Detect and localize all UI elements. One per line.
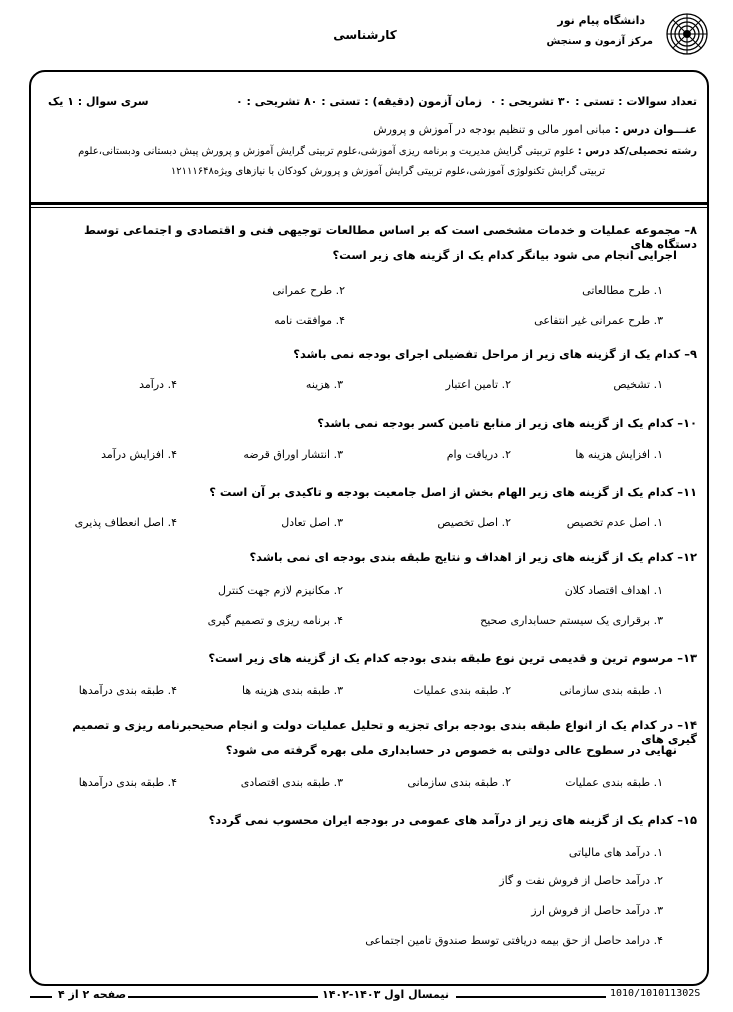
option[interactable]: ۳. طبقه بندی اقتصادی: [240, 776, 343, 789]
option[interactable]: ۱. اصل عدم تخصیص: [566, 516, 663, 529]
question-text: کدام یک از گزینه های زیر از درآمد های عمومی در بودجه ایران محسوب نمی گردد؟: [208, 813, 674, 827]
option[interactable]: ۴. طبقه بندی درآمدها: [78, 684, 177, 697]
option[interactable]: ۲. طبقه بندی سازمانی: [407, 776, 511, 789]
question-13: [47, 651, 697, 665]
option[interactable]: ۴. برنامه ریزی و تصمیم گیری: [207, 614, 343, 627]
university-logo-icon: [665, 12, 709, 56]
question-text: مجموعه عملیات و خدمات مشخصی است که بر اساس مطالعات توجیهی فنی و اقتصادی و اجتماعی توسط دستگاه های: [83, 223, 697, 251]
option[interactable]: ۱. اهداف اقتصاد کلان: [564, 584, 663, 597]
option[interactable]: ۳. طرح عمرانی غیر انتفاعی: [534, 314, 663, 327]
option[interactable]: ۲. طبقه بندی عملیات: [413, 684, 511, 697]
question-10: [47, 416, 697, 430]
question-text: مرسوم ترین و قدیمی ترین نوع طبقه بندی بودجه کدام یک از گزینه های زیر است؟: [208, 651, 674, 665]
semester: نیمسال اول ۱۴۰۳-۱۴۰۲: [322, 988, 449, 1001]
option[interactable]: ۳. برقراری یک سیستم حسابداری صحیح: [480, 614, 663, 627]
option[interactable]: ۲. طرح عمرانی: [272, 284, 345, 297]
option[interactable]: ۴. طبقه بندی درآمدها: [78, 776, 177, 789]
course-code: 1010/101011302S: [610, 988, 701, 999]
option[interactable]: ۳. هزینه: [305, 378, 343, 391]
question-number: ۱۳–: [677, 651, 697, 665]
question-number: ۱۰–: [677, 416, 697, 430]
option[interactable]: ۱. طرح مطالعاتی: [582, 284, 663, 297]
question-9: [47, 347, 697, 361]
page-number: صفحه ۲ از ۴: [58, 988, 127, 1001]
question-12: [47, 550, 697, 564]
question-number: ۱۲–: [677, 550, 697, 564]
field-label: رشته تحصیلی/کد درس :: [577, 146, 697, 157]
exam-type: کارشناسی: [333, 28, 397, 42]
footer-bar-left: [30, 996, 52, 998]
course-title-value: مبانی امور مالی و تنظیم بودجه در آموزش و پرورش: [373, 123, 611, 136]
exam-center-name: مرکز آزمون و سنجش: [546, 36, 653, 47]
option[interactable]: ۱. طبقه بندی عملیات: [565, 776, 663, 789]
option[interactable]: ۲. مکانیزم لازم جهت کنترل: [218, 584, 343, 597]
footer-bar-middle: [128, 996, 318, 998]
question-14: [47, 718, 697, 746]
option[interactable]: ۳. انتشار اوراق قرضه: [243, 448, 343, 461]
question-count: تعداد سوالات : تستی : ۳۰ تشریحی : ۰: [489, 95, 697, 108]
question-number: ۹–: [684, 347, 697, 361]
question-15: [47, 813, 697, 827]
field-value-1: علوم تربیتی گرایش مدیریت و برنامه ریزی آموزشی،علوم تربیتی گرایش آموزش و پرورش پیش دبستانی ودبستانی،علوم: [78, 146, 575, 157]
option[interactable]: ۱. درآمد های مالیاتی: [568, 846, 663, 859]
series-number: سری سوال : ۱ یک: [48, 95, 149, 108]
header-divider-thin: [29, 207, 709, 208]
option[interactable]: ۴. افزایش درآمد: [101, 448, 177, 461]
question-number: ۱۱–: [677, 485, 697, 499]
question-number: ۱۵–: [677, 813, 697, 827]
option[interactable]: ۲. تامین اعتبار: [445, 378, 511, 391]
question-text: کدام یک از گزینه های زیر از منابع تامین کسر بودجه نمی باشد؟: [317, 416, 674, 430]
field-row: [78, 146, 697, 157]
option[interactable]: ۳. درآمد حاصل از فروش ارز: [531, 904, 663, 917]
option[interactable]: ۳. طبقه بندی هزینه ها: [241, 684, 343, 697]
option[interactable]: ۳. اصل تعادل: [281, 516, 343, 529]
question-8: [47, 223, 697, 251]
question-number: ۸–: [684, 223, 697, 237]
option[interactable]: ۴. اصل انعطاف پذیری: [74, 516, 177, 529]
question-11: [47, 485, 697, 499]
footer-bar-right: [456, 996, 606, 998]
option[interactable]: ۲. درآمد حاصل از فروش نفت و گاز: [499, 874, 663, 887]
header-divider: [29, 202, 709, 205]
question-text: کدام یک از گزینه های زیر از مراحل تفضیلی اجرای بودجه نمی باشد؟: [293, 347, 681, 361]
option[interactable]: ۴. موافقت نامه: [274, 314, 345, 327]
option[interactable]: ۴. درامد حاصل از حق بیمه دریافتی توسط صندوق تامین اجتماعی: [365, 934, 663, 947]
option[interactable]: ۱. افزایش هزینه ها: [575, 448, 663, 461]
university-name: دانشگاه پیام نور: [557, 14, 645, 27]
question-text: در کدام یک از انواع طبقه بندی بودجه برای تجزیه و تحلیل عملیات دولت و انجام صحیحبرنامه ریزی و تصمیم گیری های: [72, 718, 697, 746]
question-number: ۱۴–: [677, 718, 697, 732]
option[interactable]: ۲. دریافت وام: [446, 448, 511, 461]
exam-time: زمان آزمون (دقیقه) : تستی : ۸۰ تشریحی : ۰: [236, 95, 482, 108]
question-14-cont: نهایی در سطوح عالی دولتی به خصوص در حسابداری ملی بهره گرفته می شود؟: [225, 743, 677, 757]
question-8-cont: اجرایی انجام می شود بیانگر کدام یک از گزینه های زیر است؟: [332, 248, 677, 262]
question-text: کدام یک از گزینه های زیر الهام بخش از اصل جامعیت بودجه و تاکیدی بر آن است ؟: [209, 485, 674, 499]
course-title-label: عنـــوان درس :: [614, 123, 697, 136]
option[interactable]: ۱. تشخیص: [613, 378, 663, 391]
option[interactable]: ۱. طبقه بندی سازمانی: [559, 684, 663, 697]
option[interactable]: ۲. اصل تخصیص: [437, 516, 511, 529]
field-value-2: تربیتی گرایش تکنولوژی آموزشی،علوم تربیتی گرایش آموزش و پرورش کودکان با نیازهای ویژه۱۲۱۱۱۶۴۸: [170, 166, 605, 177]
question-text: کدام یک از گزینه های زیر از اهداف و نتایج طبقه بندی بودجه ای نمی باشد؟: [249, 550, 674, 564]
course-title-row: [373, 123, 697, 136]
option[interactable]: ۴. درآمد: [139, 378, 177, 391]
